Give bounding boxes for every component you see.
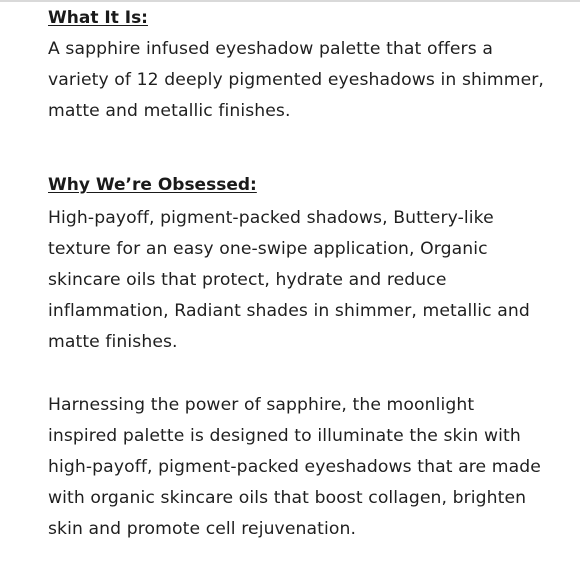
top-divider [0, 0, 580, 2]
product-details [48, 8, 548, 545]
why-obsessed-section [48, 175, 548, 358]
why-obsessed-heading: Why We’re Obsessed: [48, 175, 257, 195]
what-it-is-heading: What It Is: [48, 8, 148, 28]
what-it-is-text: A sapphire infused eyeshadow palette that offers a variety of 12 deeply pigmented eyeshadows in shimmer, matte and metallic finishes. [48, 39, 544, 121]
description-section [48, 390, 548, 545]
description-text: Harnessing the power of sapphire, the moonlight inspired palette is designed to illuminate the skin with high-payoff, pigment-packed eyeshadows that are made with organic skincare oils that boost collagen, brighten skin and promote cell rejuvenation. [48, 395, 541, 539]
why-obsessed-text: High-payoff, pigment-packed shadows, Buttery-like texture for an easy one-swipe application, Organic skincare oils that protect, hydrate and reduce inflammation, Radiant shades in shimmer, metallic and matte finishes. [48, 208, 530, 352]
what-it-is-section [48, 8, 548, 127]
